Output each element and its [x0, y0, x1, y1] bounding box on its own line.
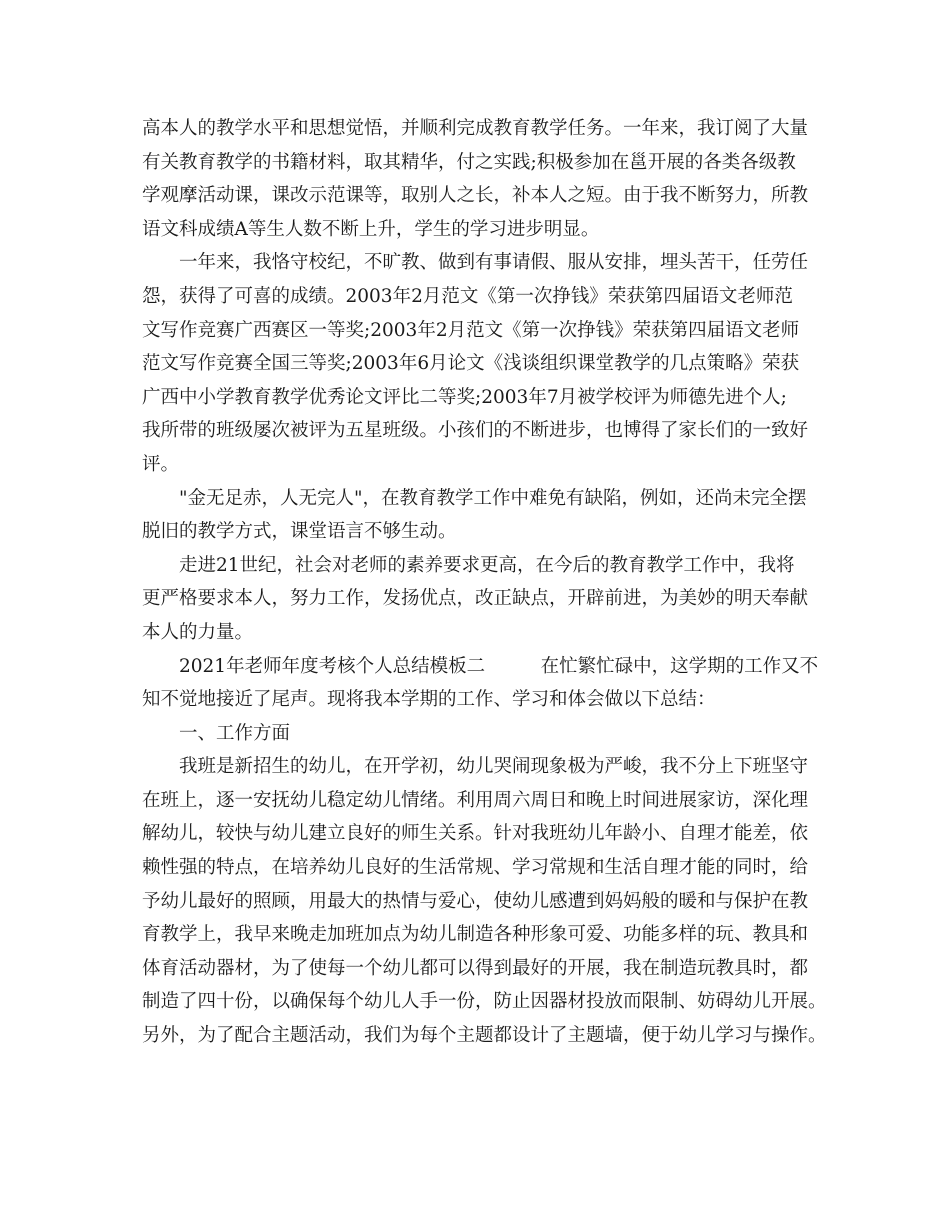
text-line: 文写作竞赛广西赛区一等奖;2003年2月范文《第一次挣钱》荣获第四届语文老师 [142, 319, 800, 341]
text-line: 赖性强的特点，在培养幼儿良好的生活常规、学习常规和生活自理才能的同时，给 [142, 857, 809, 879]
text-line: 另外，为了配合主题活动，我们为每个主题都设计了主题墙，便于幼儿学习与操作。 [142, 1025, 827, 1047]
text-line: 有关教育教学的书籍材料，取其精华，付之实践;积极参加在邕开展的各类各级教 [142, 151, 796, 173]
text-line: 一年来，我恪守校纪，不旷教、做到有事请假、服从安排，埋头苦干，任劳任 [142, 252, 809, 274]
text-line: 体育活动器材，为了使每一个幼儿都可以得到最好的开展，我在制造玩教具时，都 [142, 957, 809, 979]
text-line: 高本人的教学水平和思想觉悟，并顺利完成教育教学任务。一年来，我订阅了大量 [142, 118, 809, 139]
text-line: 我班是新招生的幼儿，在开学初，幼儿哭闹现象极为严峻，我不分上下班坚守 [142, 756, 809, 778]
text-line: 评。 [142, 453, 180, 475]
text-line: 更严格要求本人，努力工作，发扬优点，改正缺点，开辟前进，为美妙的明天奉献 [142, 588, 809, 610]
text-line: 一、工作方面 [142, 722, 291, 744]
text-line: 制造了四十份，以确保每个幼儿人手一份，防止因器材投放而限制、妨碍幼儿开展。 [142, 991, 827, 1013]
text-line: 怨，获得了可喜的成绩。2003年2月范文《第一次挣钱》荣获第四届语文老师范 [142, 285, 793, 307]
text-line: 2021年老师年度考核个人总结模板二 在忙繁忙碌中，这学期的工作又不 [142, 655, 819, 677]
text-line: 语文科成绩A等生人数不断上升，学生的学习进步明显。 [142, 218, 600, 240]
text-line: 知不觉地接近了尾声。现将我本学期的工作、学习和体会做以下总结： [142, 689, 716, 711]
text-line: 范文写作竞赛全国三等奖;2003年6月论文《浅谈组织课堂教学的几点策略》荣获 [142, 353, 800, 375]
text-line: 育教学上，我早来晚走加班加点为幼儿制造各种形象可爱、功能多样的玩、教具和 [142, 924, 809, 946]
text-line: 学观摩活动课，课改示范课等，取别人之长，补本人之短。由于我不断努力，所教 [142, 185, 809, 207]
text-line: 脱旧的教学方式，课堂语言不够生动。 [142, 521, 457, 543]
text-line: 予幼儿最好的照顾，用最大的热情与爱心，使幼儿感遭到妈妈般的暖和与保护在教 [142, 890, 809, 912]
text-line: "金无足赤，人无完人"，在教育教学工作中难免有缺陷，例如，还尚未完全摆 [142, 487, 807, 509]
text-line: 解幼儿，较快与幼儿建立良好的师生关系。针对我班幼儿年龄小、自理才能差，依 [142, 823, 809, 845]
text-line: 广西中小学教育教学优秀论文评比二等奖;2003年7月被学校评为师德先进个人; [142, 386, 787, 408]
text-line: 走进21世纪，社会对老师的素养要求更高，在今后的教育教学工作中，我将 [142, 554, 795, 576]
text-line: 我所带的班级屡次被评为五星班级。小孩们的不断进步，也博得了家长们的一致好 [142, 420, 809, 442]
text-line: 本人的力量。 [142, 621, 254, 643]
document-body [142, 112, 832, 1053]
text-line: 在班上，逐一安抚幼儿稳定幼儿情绪。利用周六周日和晚上时间进展家访，深化理 [142, 789, 809, 811]
